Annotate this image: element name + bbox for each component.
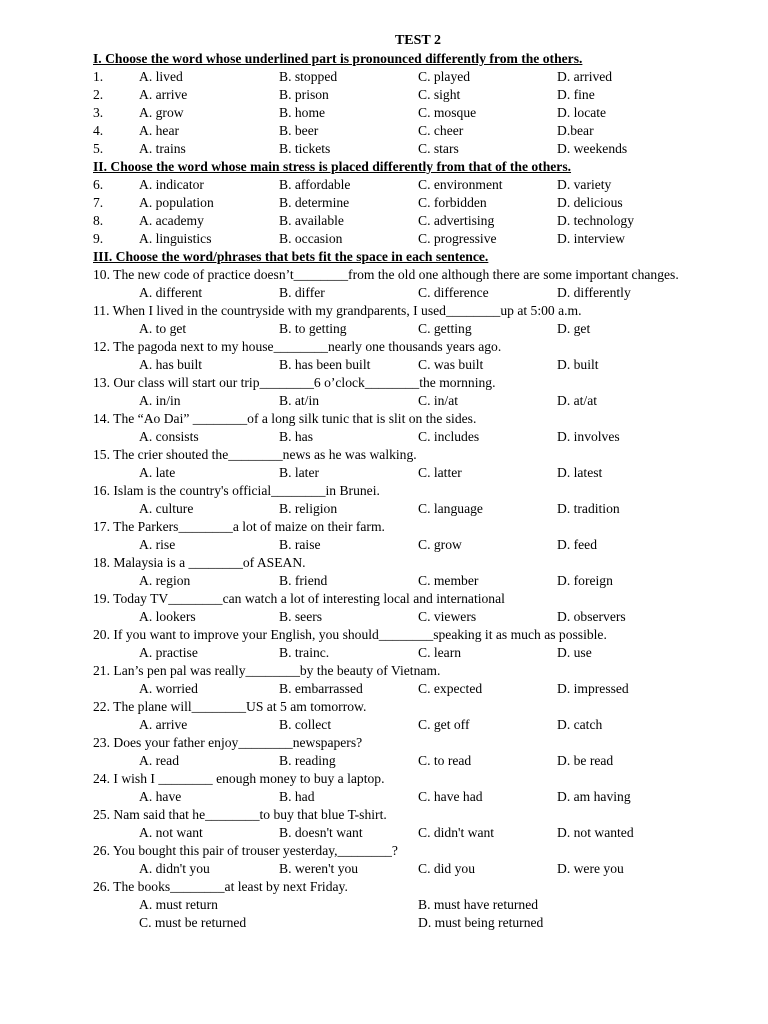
option-d[interactable]: D. variety: [557, 177, 612, 192]
option-c[interactable]: C. forbidden: [418, 195, 487, 210]
option-d[interactable]: D. am having: [557, 789, 631, 804]
option-b[interactable]: B. occasion: [279, 231, 343, 246]
option-d[interactable]: D. not wanted: [557, 825, 634, 840]
option-b[interactable]: B. had: [279, 789, 315, 804]
option-c[interactable]: C. mosque: [418, 105, 477, 120]
question: [93, 806, 713, 842]
question-number: 3.: [93, 105, 104, 120]
option-c[interactable]: C. latter: [418, 465, 462, 480]
question: [93, 482, 713, 518]
question-number: 2.: [93, 87, 104, 102]
option-d[interactable]: D. feed: [557, 537, 598, 552]
question-text: 21. Lan’s pen pal was really________by the beauty of Vietnam.: [93, 663, 441, 678]
option-c[interactable]: C. in/at: [418, 393, 459, 408]
question: [93, 554, 713, 590]
question-number: 5.: [93, 141, 104, 156]
option-c[interactable]: C. getting: [418, 321, 472, 336]
question: [93, 338, 713, 374]
question: [93, 518, 713, 554]
answer-row: [93, 230, 713, 248]
option-b[interactable]: B. seers: [279, 609, 323, 624]
option-c[interactable]: C. stars: [418, 141, 459, 156]
option-d[interactable]: D. delicious: [557, 195, 623, 210]
option-a[interactable]: A. has built: [139, 357, 203, 372]
option-a[interactable]: A. in/in: [139, 393, 181, 408]
question-text: 16. Islam is the country's official________in Brunei.: [93, 483, 380, 498]
option-b[interactable]: B. home: [279, 105, 326, 120]
section-3-heading: III. Choose the word/phrases that bets fit the space in each sentence.: [93, 249, 489, 264]
option-d[interactable]: D. latest: [557, 465, 603, 480]
last-question: [93, 878, 713, 932]
answer-row: [93, 68, 713, 86]
option-c[interactable]: C. did you: [418, 861, 476, 876]
question: [93, 266, 713, 302]
option-c[interactable]: C. grow: [418, 537, 462, 552]
option-b[interactable]: B. reading: [279, 753, 336, 768]
option-a[interactable]: A. culture: [139, 501, 194, 516]
option-b[interactable]: B. affordable: [279, 177, 351, 192]
answer-row: [93, 536, 713, 554]
option-a[interactable]: A. lookers: [139, 609, 196, 624]
option-d[interactable]: D. arrived: [557, 69, 613, 84]
option-a[interactable]: A. must return: [139, 897, 218, 912]
option-a[interactable]: A. population: [139, 195, 214, 210]
question-text: 22. The plane will________US at 5 am tomorrow.: [93, 699, 367, 714]
question-text: 14. The “Ao Dai” ________of a long silk tunic that is slit on the sides.: [93, 411, 477, 426]
section-1-heading: I. Choose the word whose underlined part is pronounced differently from the others.: [93, 51, 583, 66]
option-a[interactable]: A. lived: [139, 69, 183, 84]
option-b[interactable]: B. raise: [279, 537, 321, 552]
option-a[interactable]: A. rise: [139, 537, 176, 552]
option-b[interactable]: B. doesn't want: [279, 825, 363, 840]
option-b[interactable]: B. at/in: [279, 393, 320, 408]
question-text: 25. Nam said that he________to buy that blue T-shirt.: [93, 807, 387, 822]
question-text: 20. If you want to improve your English, you should________speaking it as much as possible.: [93, 627, 607, 642]
section-2-heading: II. Choose the word whose main stress is placed differently from that of the others.: [93, 159, 572, 174]
question-text: 18. Malaysia is a ________of ASEAN.: [93, 555, 306, 570]
question: [93, 626, 713, 662]
option-c[interactable]: C. played: [418, 69, 471, 84]
option-c[interactable]: C. sight: [418, 87, 461, 102]
option-d[interactable]: D. differently: [557, 285, 631, 300]
question-number: 9.: [93, 231, 104, 246]
option-a[interactable]: A. not want: [139, 825, 203, 840]
option-d[interactable]: D. weekends: [557, 141, 628, 156]
option-c[interactable]: C. progressive: [418, 231, 497, 246]
option-a[interactable]: A. worried: [139, 681, 198, 696]
question-text: 11. When I lived in the countryside with my grandparents, I used________up at 5:00 a.m.: [93, 303, 582, 318]
section-1-rows: [93, 68, 713, 158]
option-d[interactable]: D. built: [557, 357, 599, 372]
option-a[interactable]: A. late: [139, 465, 176, 480]
option-d[interactable]: D. observers: [557, 609, 626, 624]
answer-row: [93, 752, 713, 770]
answer-row: [93, 194, 713, 212]
question-number: 8.: [93, 213, 104, 228]
answer-row: [93, 284, 713, 302]
answer-row: [93, 140, 713, 158]
option-b[interactable]: B. religion: [279, 501, 338, 516]
question: [93, 410, 713, 446]
option-c[interactable]: C. member: [418, 573, 479, 588]
answer-row: [93, 716, 713, 734]
option-d[interactable]: D. involves: [557, 429, 620, 444]
option-d[interactable]: D. use: [557, 645, 592, 660]
section-3-questions: [93, 266, 713, 878]
answer-row: [93, 860, 713, 878]
question-text: 24. I wish I ________ enough money to buy a laptop.: [93, 771, 385, 786]
answer-row: [93, 464, 713, 482]
option-b[interactable]: B. determine: [279, 195, 350, 210]
option-c[interactable]: C. didn't want: [418, 825, 495, 840]
test-page: [93, 32, 713, 932]
option-d[interactable]: D. locate: [557, 105, 607, 120]
option-c[interactable]: C. difference: [418, 285, 489, 300]
option-b[interactable]: B. weren't you: [279, 861, 359, 876]
option-a[interactable]: A. indicator: [139, 177, 204, 192]
question-text: 12. The pagoda next to my house________nearly one thousands years ago.: [93, 339, 502, 354]
option-b[interactable]: B. prison: [279, 87, 329, 102]
option-d[interactable]: D. foreign: [557, 573, 613, 588]
answer-row: [93, 824, 713, 842]
option-b[interactable]: B. friend: [279, 573, 328, 588]
option-b[interactable]: B. available: [279, 213, 344, 228]
option-b[interactable]: B. must have returned: [418, 897, 539, 912]
question-text: 26. You bought this pair of trouser yesterday,________?: [93, 843, 398, 858]
question-text: 26. The books________at least by next Friday.: [93, 879, 348, 894]
question: [93, 302, 713, 338]
question: [93, 374, 713, 410]
option-c[interactable]: C. includes: [418, 429, 480, 444]
option-d[interactable]: D. be read: [557, 753, 614, 768]
answer-row: [93, 86, 713, 104]
section-2-rows: [93, 176, 713, 248]
answer-row: [93, 608, 713, 626]
option-a[interactable]: A. grow: [139, 105, 184, 120]
answer-row: [93, 914, 713, 932]
answer-row: [93, 644, 713, 662]
option-d[interactable]: D. were you: [557, 861, 624, 876]
answer-row: [93, 356, 713, 374]
option-c[interactable]: C. expected: [418, 681, 483, 696]
option-b[interactable]: B. tickets: [279, 141, 331, 156]
option-b[interactable]: B. later: [279, 465, 320, 480]
option-c[interactable]: C. cheer: [418, 123, 464, 138]
option-a[interactable]: A. arrive: [139, 87, 188, 102]
option-d[interactable]: D. get: [557, 321, 591, 336]
question-text: 23. Does your father enjoy________newspapers?: [93, 735, 363, 750]
option-d[interactable]: D. tradition: [557, 501, 620, 516]
option-c[interactable]: C. advertising: [418, 213, 495, 228]
question: [93, 446, 713, 482]
question-text: 10. The new code of practice doesn’t________from the old one although there are some important changes.: [93, 267, 679, 282]
option-a[interactable]: A. read: [139, 753, 180, 768]
option-d[interactable]: D. interview: [557, 231, 625, 246]
option-a[interactable]: A. practise: [139, 645, 198, 660]
option-a[interactable]: A. have: [139, 789, 182, 804]
option-b[interactable]: B. embarrassed: [279, 681, 363, 696]
question-text: 13. Our class will start our trip________6 o’clock________the mornning.: [93, 375, 496, 390]
answer-row: [93, 320, 713, 338]
question: [93, 770, 713, 806]
question-number: 4.: [93, 123, 104, 138]
question-number: 1.: [93, 69, 104, 84]
question: [93, 590, 713, 626]
option-d[interactable]: D. impressed: [557, 681, 629, 696]
option-a[interactable]: A. linguistics: [139, 231, 212, 246]
option-d[interactable]: D. must being returned: [418, 915, 544, 930]
question-number: 6.: [93, 177, 104, 192]
question: [93, 698, 713, 734]
question: [93, 734, 713, 770]
answer-row: [93, 428, 713, 446]
option-b[interactable]: B. to getting: [279, 321, 347, 336]
option-c[interactable]: C. language: [418, 501, 483, 516]
question-number: 7.: [93, 195, 104, 210]
answer-row: [93, 176, 713, 194]
option-c[interactable]: C. must be returned: [139, 915, 247, 930]
option-c[interactable]: C. was built: [418, 357, 484, 372]
option-c[interactable]: C. have had: [418, 789, 483, 804]
option-a[interactable]: A. academy: [139, 213, 204, 228]
option-c[interactable]: C. learn: [418, 645, 462, 660]
question: [93, 842, 713, 878]
option-b[interactable]: B. trainc.: [279, 645, 330, 660]
option-a[interactable]: A. region: [139, 573, 191, 588]
answer-row: [93, 680, 713, 698]
question: [93, 662, 713, 698]
answer-row: [93, 392, 713, 410]
option-d[interactable]: D. fine: [557, 87, 595, 102]
option-b[interactable]: B. stopped: [279, 69, 338, 84]
answer-row: [93, 896, 713, 914]
option-a[interactable]: A. to get: [139, 321, 187, 336]
option-d[interactable]: D.bear: [557, 123, 594, 138]
question-text: 17. The Parkers________a lot of maize on their farm.: [93, 519, 385, 534]
option-a[interactable]: A. arrive: [139, 717, 188, 732]
option-d[interactable]: D. technology: [557, 213, 635, 228]
option-b[interactable]: B. has: [279, 429, 313, 444]
page-title: TEST 2: [394, 33, 442, 48]
option-a[interactable]: A. different: [139, 285, 203, 300]
answer-row: [93, 212, 713, 230]
option-a[interactable]: A. consists: [139, 429, 199, 444]
option-b[interactable]: B. beer: [279, 123, 319, 138]
answer-row: [93, 104, 713, 122]
answer-row: [93, 500, 713, 518]
option-b[interactable]: B. differ: [279, 285, 325, 300]
answer-row: [93, 122, 713, 140]
option-c[interactable]: C. environment: [418, 177, 503, 192]
option-d[interactable]: D. catch: [557, 717, 603, 732]
option-b[interactable]: B. collect: [279, 717, 332, 732]
option-b[interactable]: B. has been built: [279, 357, 371, 372]
option-a[interactable]: A. trains: [139, 141, 186, 156]
answer-row: [93, 788, 713, 806]
option-c[interactable]: C. get off: [418, 717, 470, 732]
option-a[interactable]: A. hear: [139, 123, 180, 138]
option-d[interactable]: D. at/at: [557, 393, 598, 408]
option-a[interactable]: A. didn't you: [139, 861, 210, 876]
option-c[interactable]: C. viewers: [418, 609, 477, 624]
question-text: 19. Today TV________can watch a lot of interesting local and international: [93, 591, 505, 606]
answer-row: [93, 572, 713, 590]
option-c[interactable]: C. to read: [418, 753, 472, 768]
question-text: 15. The crier shouted the________news as he was walking.: [93, 447, 417, 462]
